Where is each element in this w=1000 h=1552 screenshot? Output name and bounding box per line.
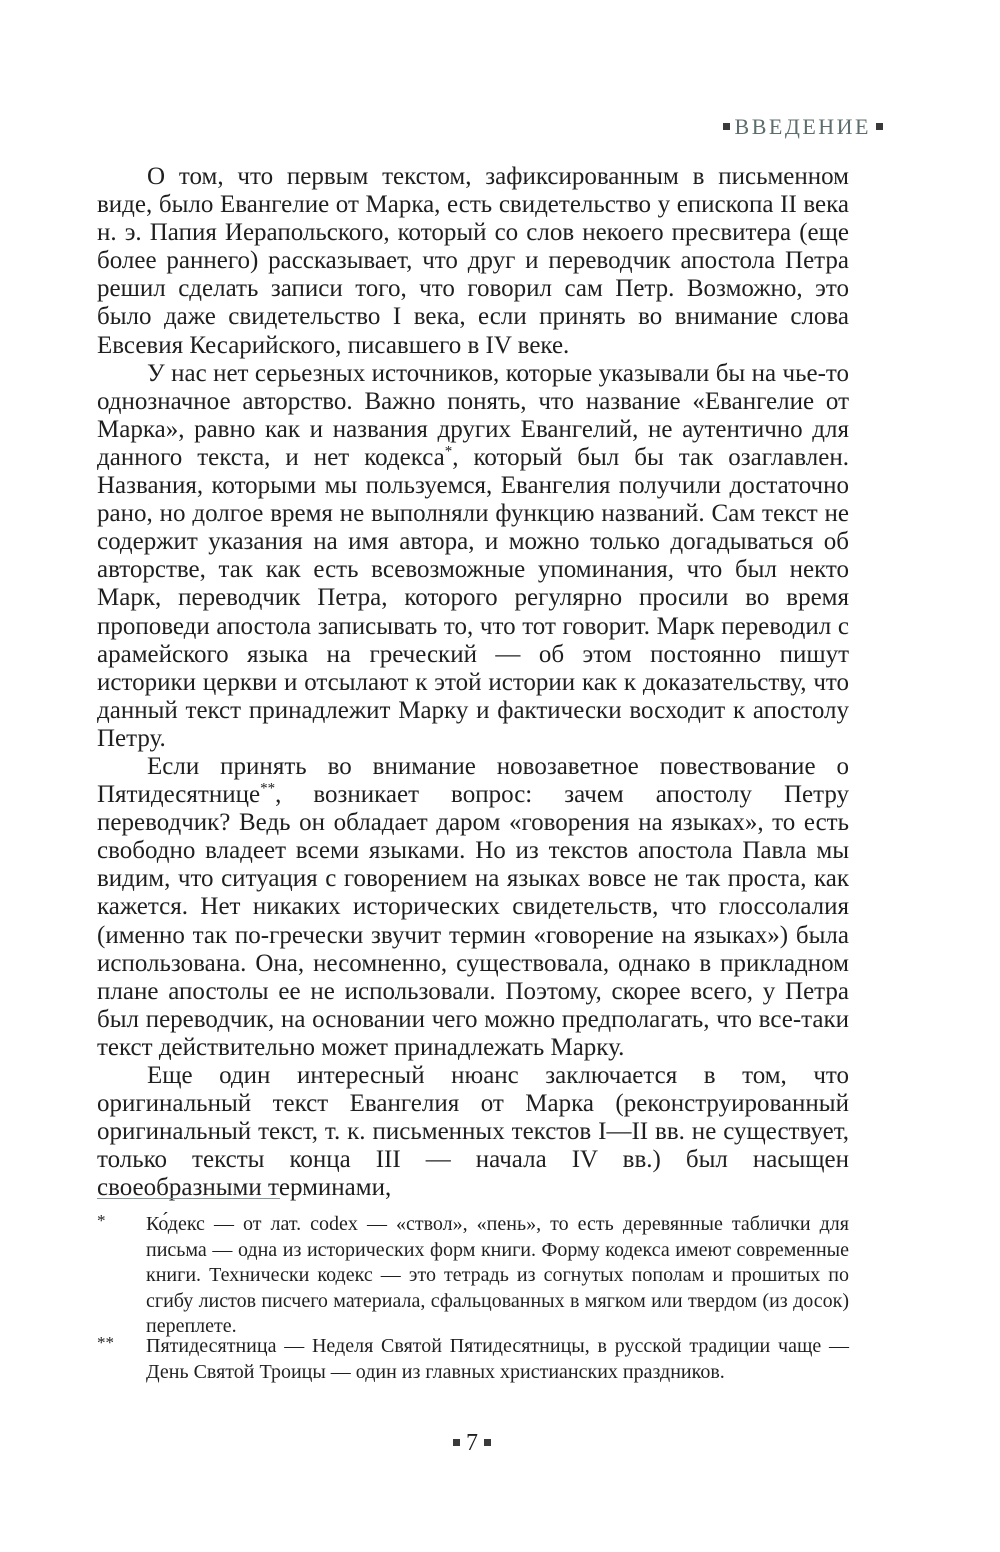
footnote-text: Пятидесятница — Неделя Святой Пятидесятницы, в русской традиции чаще — День Святой Троицы — один из главных христианских праздников. (146, 1335, 849, 1383)
footnote-marker: ** (97, 1333, 114, 1352)
footnote-ref-2[interactable]: ** (260, 780, 276, 797)
paragraph-4: Еще один интересный нюанс заключается в том, что оригинальный текст Евангелия от Марка (реконструированный оригинальный текст, т. к. письменных текстов I—II вв. не существует, только тексты конца III — начала IV вв.) был насыщен своеобразными терминами, (97, 1062, 849, 1202)
square-ornament-icon (453, 1439, 460, 1446)
square-ornament-icon (876, 123, 883, 130)
footnote-1 (97, 1212, 849, 1340)
footnote-text: Ко́декс — от лат. codex — «ствол», «пень», то есть деревянные таблички для письма — одна из исторических форм книги. Форму кодекса имеют современные книги. Технически кодекс — это тетрадь из согнутых пополам и прошитых по сгибу листов писчего материала, сфальцованных в мягком или твердом (из досок) переплете. (146, 1213, 849, 1337)
square-ornament-icon (723, 123, 730, 130)
square-ornament-icon (484, 1439, 491, 1446)
footnote-ref-1[interactable]: * (444, 443, 453, 460)
page-number-value: 7 (466, 1430, 478, 1456)
paragraph-1: О том, что первым текстом, зафиксированным в письменном виде, было Евангелие от Марка, есть свидетельство у епископа II века н. э. Папия Иерапольского, который со слов некоего пресвитера (еще более раннего) рассказывает, что друг и переводчик апостола Петра решил сделать записи того, что говорил сам Петр. Возможно, это было даже свидетельство I века, если принять во внимание слова Евсевия Кесарийского, писавшего в IV веке. (97, 163, 849, 359)
page-number (0, 1430, 944, 1457)
footnote-divider (97, 1198, 280, 1199)
main-text (97, 163, 849, 1202)
running-title: ВВЕДЕНИЕ (734, 114, 871, 139)
paragraph-3: Если принять во внимание новозаветное повествование о Пятидесятнице**, возникает вопрос: зачем апостолу Петру переводчик? Ведь он обладает даром «говорения на языках», то есть свободно владеет всеми языками. Но из текстов апостола Павла мы видим, что ситуация с говорением на языках вовсе не так проста, как кажется. Нет никаких исторических свидетельств, что глоссолалия (именно так по-гречески звучит термин «говорение на языках») была использована. Она, несомненно, существовала, однако в прикладном плане апостолы ее не использовали. Поэтому, скорее всего, у Петра был переводчик, на основании чего можно предполагать, что все-таки текст действительно может принадлежать Марку. (97, 752, 849, 1061)
running-head (718, 114, 888, 140)
footnote-marker: * (97, 1211, 106, 1230)
footnote-2 (97, 1334, 849, 1385)
paragraph-2: У нас нет серьезных источников, которые указывали бы на чье-то однозначное авторство. Важно понять, что название «Евангелие от Марка», равно как и названия других Евангелий, не аутентично для данного текста, и нет кодекса*, который был бы так озаглавлен. Названия, которыми мы пользуемся, Евангелия получили достаточно рано, но долгое время не выполняли функцию названий. Сам текст не содержит указания на имя автора, и можно только догадываться об авторстве, так как есть всевозможные упоминания, что был некто Марк, переводчик Петра, которого регулярно просили во время проповеди апостола записывать то, что тот говорит. Марк переводил с арамейского языка на греческий — об этом постоянно пишут историки церкви и отсылают к этой истории как к доказательству, что данный текст принадлежит Марку и фактически восходит к апостолу Петру. (97, 359, 849, 752)
